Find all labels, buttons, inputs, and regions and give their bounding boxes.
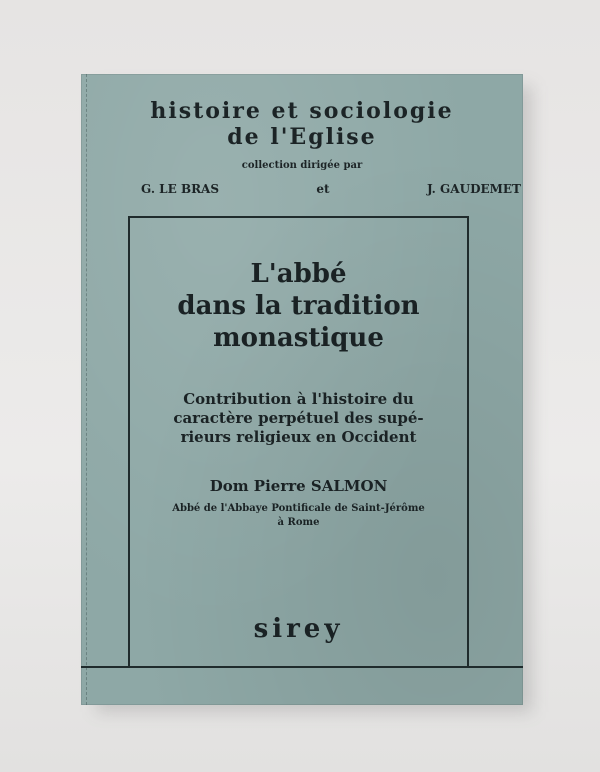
book-cover <box>81 74 523 705</box>
affiliation-line: à Rome <box>277 517 320 528</box>
series-title-line1: histoire et sociologie <box>150 98 454 124</box>
editor-name-1: G. LE BRAS <box>141 182 220 196</box>
title-line: L'abbé <box>250 259 347 289</box>
book-title <box>130 258 467 354</box>
editors-line <box>141 182 521 196</box>
book-subtitle <box>130 390 467 447</box>
editor-conjunction: et <box>316 182 330 196</box>
bottom-rule <box>81 666 523 668</box>
subtitle-line: rieurs religieux en Occident <box>180 428 417 446</box>
author-name: Dom Pierre SALMON <box>209 477 388 495</box>
subtitle-line: Contribution à l'histoire du <box>183 390 414 408</box>
affiliation-line: Abbé de l'Abbaye Pontificale de Saint-Jérôme <box>172 503 425 514</box>
editor-name-2: J. GAUDEMET <box>426 182 521 196</box>
collection-label: collection dirigée par <box>241 160 363 171</box>
series-title-line2: de l'Eglise <box>227 124 377 150</box>
title-line: monastique <box>213 323 384 353</box>
subtitle-line: caractère perpétuel des supé- <box>173 409 424 427</box>
title-frame <box>128 216 469 666</box>
publisher-name: sirey <box>253 614 344 644</box>
title-line: dans la tradition <box>177 291 420 321</box>
author-affiliation <box>130 502 467 530</box>
